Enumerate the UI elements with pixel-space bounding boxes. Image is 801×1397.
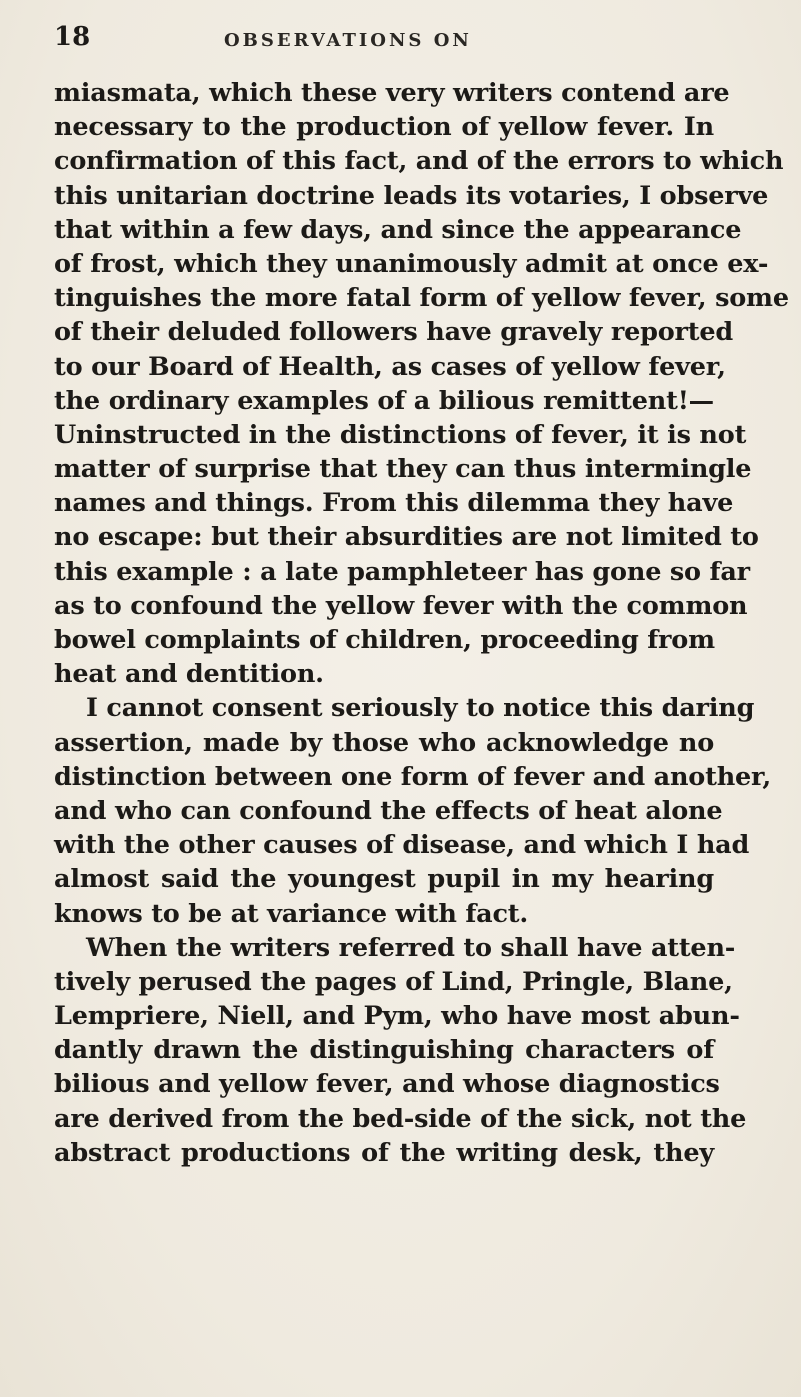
text-line: distinction between one form of fever and another, — [54, 761, 772, 792]
text-line: confirmation of this fact, and of the errors to which — [54, 146, 784, 177]
text-line: this unitarian doctrine leads its votaries, I observe — [54, 180, 769, 211]
text-line: names and things. From this dilemma they have — [54, 488, 734, 519]
text-line: with the other causes of disease, and which I had — [54, 830, 750, 861]
text-line: bilious and yellow fever, and whose diagnostics — [54, 1069, 720, 1100]
running-head — [54, 22, 741, 62]
text-line: this example : a late pamphleteer has gone so far — [54, 556, 750, 587]
text-line: are derived from the bed-side of the sick, not the — [54, 1103, 747, 1134]
running-head-title: OBSERVATIONS ON — [224, 30, 472, 51]
text-line: necessary to the production of yellow fever. In — [54, 112, 714, 143]
text-line: of their deluded followers have gravely reported — [54, 317, 733, 348]
text-line: matter of surprise that they can thus intermingle — [54, 454, 752, 485]
text-line: bowel complaints of children, proceeding from — [54, 625, 715, 655]
text-line: I cannot consent seriously to notice this daring — [86, 693, 755, 724]
text-line: assertion, made by those who acknowledge no — [54, 727, 714, 758]
text-line: of frost, which they unanimously admit at once ex- — [54, 248, 769, 279]
text-line: to our Board of Health, as cases of yellow fever, — [54, 351, 726, 382]
text-line: Uninstructed in the distinctions of fever, it is not — [54, 419, 747, 450]
text-line: tively perused the pages of Lind, Pringle, Blane, — [54, 966, 733, 997]
text-line: miasmata, which these very writers contend are — [54, 78, 730, 108]
text-line: no escape: but their absurdities are not limited to — [54, 522, 759, 553]
text-line: abstract productions of the writing desk, they — [54, 1137, 714, 1168]
page-number: 18 — [54, 22, 91, 52]
body-text — [54, 76, 789, 1170]
text-line: tinguishes the more fatal form of yellow fever, some — [54, 283, 789, 314]
text-line: When the writers referred to shall have atten- — [86, 932, 736, 963]
text-line: Lempriere, Niell, and Pym, who have most abun- — [54, 1001, 740, 1032]
text-line: and who can confound the effects of heat alone — [54, 795, 723, 826]
text-line: that within a few days, and since the appearance — [54, 214, 742, 245]
text-line: as to confound the yellow fever with the common — [54, 590, 748, 621]
text-line: knows to be at variance with fact. — [54, 898, 529, 929]
text-line: heat and dentition. — [54, 659, 324, 690]
text-line: almost said the youngest pupil in my hearing — [54, 864, 714, 895]
text-line: the ordinary examples of a bilious remittent!— — [54, 385, 714, 416]
text-line: dantly drawn the distinguishing characters of — [54, 1035, 714, 1066]
